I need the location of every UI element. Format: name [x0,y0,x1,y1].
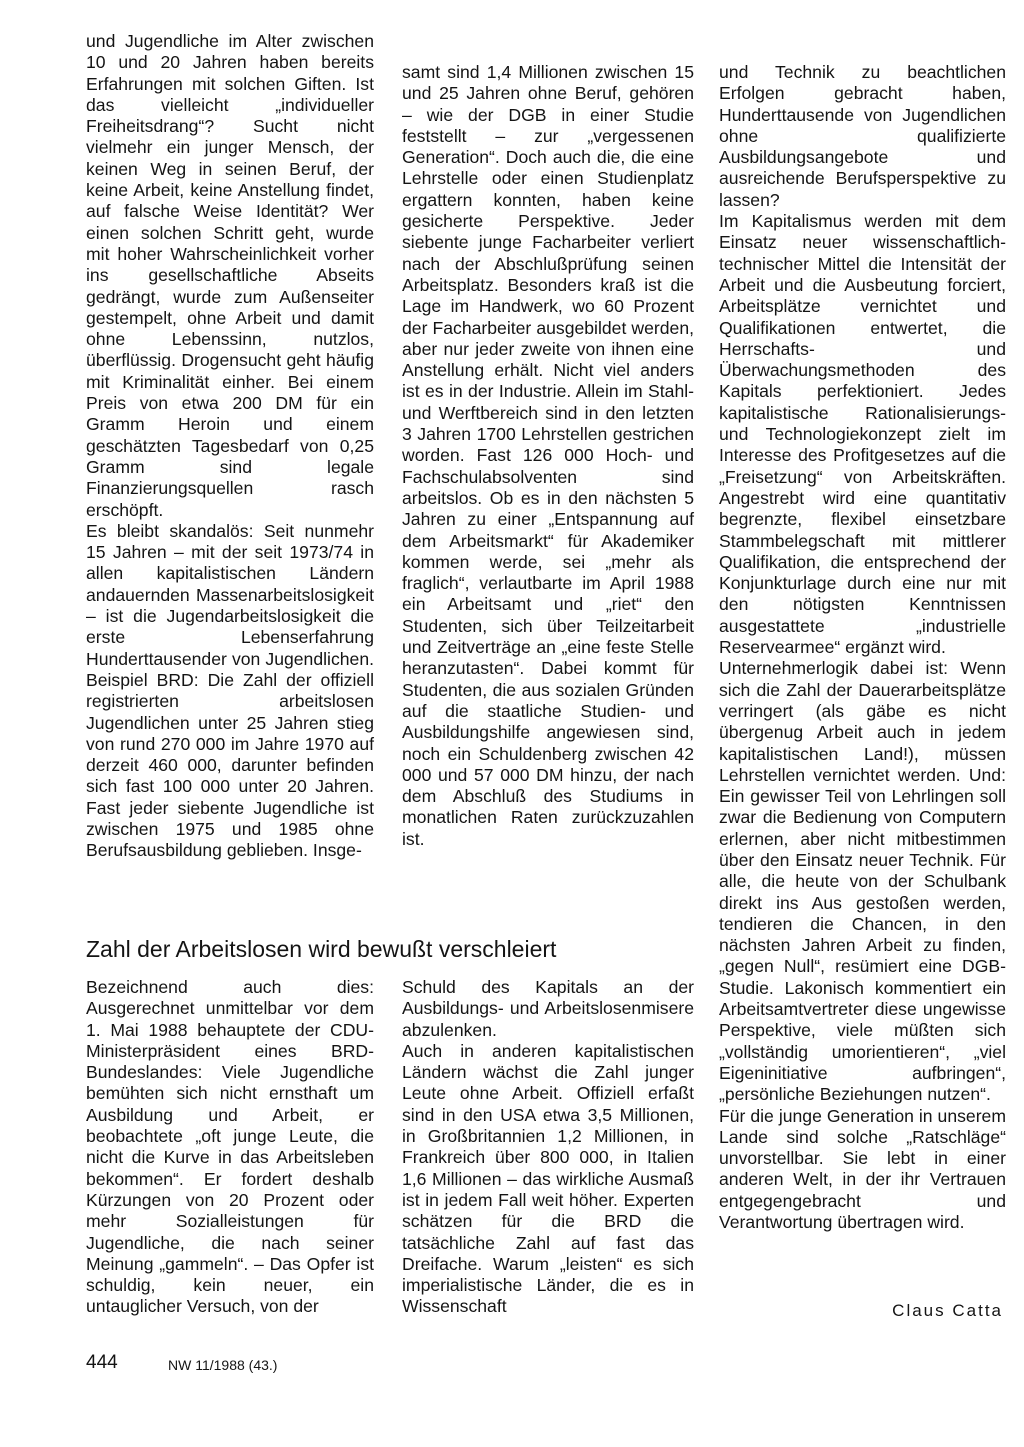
paragraph: Auch in anderen kapitalistischen Ländern wächst die Zahl junger Leute ohne Arbeit. Offiziell erfaßt sind in den USA etwa 3,5 Millionen, in Großbritannien 1,2 Millionen, in Frankreich über 800 000, in Italien 1,6 Millionen – das wirkliche Ausmaß ist in jedem Fall weit höher. Experten schätzen für die BRD die tatsächliche Zahl auf fast das Dreifache. Warum „leisten“ es sich imperialistische Länder, die es in Wissenschaft [402,1040,694,1317]
paragraph: Im Kapitalismus werden mit dem Einsatz neuer wissenschaftlich-technischer Mittel die Intensität der Arbeit und die Ausbeutung forciert, Arbeitsplätze vernichtet und Qualifikationen entwertet, die Herrschafts- und Überwachungsmethoden des Kapitals perfektioniert. Jedes kapitalistische Rationalisierungs- und Technologiekonzept zielt im Interesse des Profitgesetzes auf die „Freisetzung“ von Arbeitskräften. Angestrebt wird eine quantitativ begrenzte, flexibel einsetzbare Stammbelegschaft mit mittlerer Qualifikation, die entsprechend der Konjunkturlage durch eine nur mit den nötigsten Kenntnissen ausgestattete „industrielle Reservearmee“ ergänzt wird. [719,211,1006,658]
issue-label: NW 11/1988 (43.) [168,1357,278,1373]
paragraph: Es bleibt skandalös: Seit nunmehr 15 Jahren – mit der seit 1973/74 in allen kapitalistischen Ländern andauernden Massenarbeitslosigkeit – ist die Jugendarbeitslosigkeit die erste Lebenserfahrung Hunderttausender von Jugendlichen. Beispiel BRD: Die Zahl der offiziell registrierten arbeitslosen Jugendlichen unter 25 Jahren stieg von rund 270 000 im Jahre 1970 auf derzeit 460 000, darunter befinden sich fast 100 000 unter 20 Jahren. Fast jeder siebente Jugendliche ist zwischen 1975 und 1985 ohne Berufsausbildung geblieben. Insge- [86,520,374,861]
paragraph: Für die junge Generation in unserem Lande sind solche „Ratschläge“ unvorstellbar. Sie lebt in einer anderen Welt, in der ihr Vertrauen entgegengebracht und Verantwortung übertragen wird. [719,1105,1006,1233]
paragraph: Schuld des Kapitals an der Ausbildungs- und Arbeitslosenmisere abzulenken. [402,977,694,1040]
paragraph: und Jugendliche im Alter zwischen 10 und 20 Jahren haben bereits Erfahrungen mit solchen Giften. Ist das vielleicht „individueller Freiheitsdrang“? Sucht nicht vielmehr ein junger Mensch, der keinen Weg in seinen Beruf, der keine Arbeit, keine Anstellung findet, auf falsche Weise Identität? Wer einen solchen Schritt geht, wurde mit hoher Wahrscheinlichkeit vorher ins gesellschaftliche Abseits gedrängt, wurde zum Außenseiter gestempelt, ohne Arbeit und damit ohne Lebenssinn, nutzlos, überflüssig. Drogensucht geht häufig mit Kriminalität einher. Bei einem Preis von etwa 200 DM für ein Gramm Heroin und einem geschätzten Tagesbedarf von 0,25 Gramm sind legale Finanzierungsquellen rasch erschöpft. [86,31,374,520]
section-heading: Zahl der Arbeitslosen wird bewußt verschleiert [86,936,557,962]
paragraph: Unternehmerlogik dabei ist: Wenn sich die Zahl der Dauerarbeitsplätze verringert (als gäbe es nicht übergenug Arbeit auch in jedem kapitalistischen Land!), müssen Lehrstellen vernichtet werden. Und: Ein gewisser Teil von Lehrlingen soll zwar die Bedienung von Computern erlernen, aber nicht mitbestimmen über den Einsatz neuer Technik. Für alle, die heute von der Schulbank direkt ins Aus gestoßen werden, tendieren die Chancen, in den nächsten Jahren Arbeit zu finden, „gegen Null“, resümiert eine DGB-Studie. Lakonisch kommentiert ein Arbeitsamtvertreter diese ungewisse Perspektive, viele müßten sich „vollständig umorientieren“, „viel Eigeninitiative aufbringen“, „persönliche Beziehungen nutzen“. [719,658,1006,1105]
page-number: 444 [86,1352,118,1373]
author-signature: Claus Catta [892,1301,1003,1320]
section2-column-1 [86,977,374,1318]
column-1 [86,31,374,862]
section2-column-2 [402,977,694,1318]
paragraph: Bezeichnend auch dies: Ausgerechnet unmittelbar vor dem 1. Mai 1988 behauptete der CDU-Ministerpräsident eines BRD-Bundeslandes: Viele Jugendliche bemühten sich nicht ernsthaft um Ausbildung und Arbeit, er beobachtete „oft junge Leute, die nicht die Kurve in das Arbeitsleben bekommen“. Er fordert deshalb Kürzungen von 20 Prozent oder mehr Sozialleistungen für Jugendliche, die nach seiner Meinung „gammeln“. – Das Opfer ist schuldig, kein neuer, ein untauglicher Versuch, von der [86,977,374,1317]
column-2 [402,62,694,850]
paragraph: samt sind 1,4 Millionen zwischen 15 und 25 Jahren ohne Beruf, gehören – wie der DGB in einer Studie feststellt – zur „vergessenen Generation“. Doch auch die, die eine Lehrstelle oder einen Studienplatz ergattern konnten, haben keine gesicherte Perspektive. Jeder siebente junge Facharbeiter verliert nach der Abschlußprüfung seinen Arbeitsplatz. Besonders kraß ist die Lage im Handwerk, wo 60 Prozent der Facharbeiter ausgebildet werden, aber nur jeder zweite von ihnen eine Anstellung erhält. Nicht viel anders ist es in der Industrie. Allein im Stahl- und Werftbereich sind in den letzten 3 Jahren 1700 Lehrstellen gestrichen worden. Fast 126 000 Hoch- und Fachschulabsolventen sind arbeitslos. Ob es in den nächsten 5 Jahren zu einer „Entspannung auf dem Arbeitsmarkt“ für Akademiker kommen werde, sei „mehr als fraglich“, verlautbarte im April 1988 ein Arbeitsamt und „riet“ den Studenten, sich über Teilzeitarbeit und Zeitverträge an „eine feste Stelle heranzutasten“. Dabei kommt für Studenten, die aus sozialen Gründen auf die staatliche Studien- und Ausbildungshilfe angewiesen sind, noch ein Schuldenberg zwischen 42 000 und 57 000 DM hinzu, der nach dem Abschluß des Studiums in monatlichen Raten zurückzuzahlen ist. [402,62,694,849]
paragraph: und Technik zu beachtlichen Erfolgen gebracht haben, Hunderttausende von Jugendlichen ohne qualifizierte Ausbildungsangebote und ausreichende Berufsperspektive zu lassen? [719,62,1006,210]
column-3 [719,62,1006,1233]
